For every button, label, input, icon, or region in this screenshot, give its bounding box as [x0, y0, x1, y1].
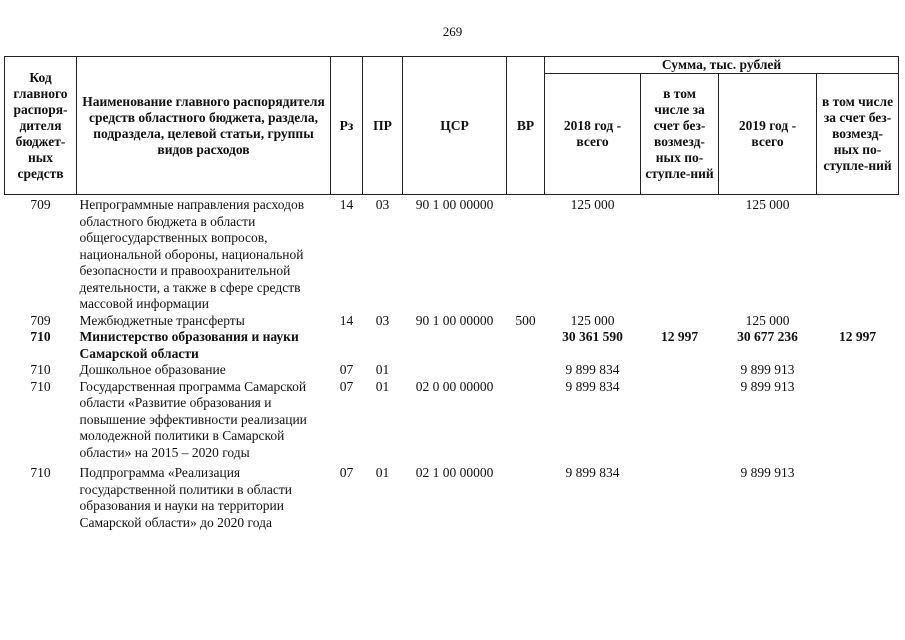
budget-table [4, 56, 899, 531]
cell-2018-total: 9 899 834 [565, 362, 620, 377]
cell-vr [507, 329, 545, 362]
table-row [5, 379, 899, 462]
header-2018-free: в том числе за счет без-возмезд-ных по-ступле-ний [641, 74, 719, 195]
cell-code: 710 [30, 362, 51, 377]
cell-pr [363, 329, 403, 362]
cell-2019-total: 9 899 913 [740, 362, 795, 377]
cell-2018-total: 125 000 [570, 197, 615, 212]
cell-2019-total: 125 000 [745, 197, 790, 212]
cell-code: 709 [30, 197, 51, 212]
cell-2019-total: 9 899 913 [740, 378, 795, 394]
header-csr: ЦСР [403, 57, 507, 195]
cell-vr [507, 461, 545, 531]
cell-code: 710 [30, 329, 51, 344]
cell-rz [331, 329, 363, 362]
cell-name: Государственная программа Самарской области «Развитие образования и повышение эффективности реализации молодежной политики в Самарской области» на 2015 – 2020 годы [79, 378, 307, 460]
cell-2018-total: 30 361 590 [562, 329, 623, 344]
cell-name: Межбюджетные трансферты [79, 312, 245, 328]
page-number: 269 [442, 24, 463, 39]
cell-2019-total: 125 000 [745, 312, 790, 328]
cell-pr: 03 [375, 197, 390, 212]
header-2019-total: 2019 год - всего [719, 74, 817, 195]
cell-name: Дошкольное образование [79, 362, 226, 377]
cell-vr [507, 362, 545, 379]
cell-code: 710 [30, 378, 51, 394]
table-row [5, 362, 899, 379]
cell-rz: 07 [339, 362, 354, 377]
cell-code: 710 [30, 465, 51, 480]
cell-2019-total: 9 899 913 [740, 465, 795, 480]
cell-2018-free: 12 997 [660, 329, 699, 344]
table-row [5, 329, 899, 362]
cell-2019-free [817, 313, 899, 330]
cell-2018-total: 9 899 834 [565, 465, 620, 480]
cell-vr [507, 379, 545, 462]
cell-2019-free [817, 461, 899, 531]
cell-rz: 14 [339, 312, 354, 328]
header-name: Наименование главного распорядителя средств областного бюджета, раздела, подраздела, целевой статьи, группы видов расходов [77, 57, 331, 195]
cell-2018-free [641, 379, 719, 462]
cell-name: Непрограммные направления расходов областного бюджета в области общегосударственных вопросов, национальной обороны, национальной безопасности и правоохранительной деятельности, а также в сфере средств массовой информации [79, 197, 305, 311]
cell-csr: 90 1 00 00000 [415, 197, 494, 212]
cell-rz: 07 [339, 378, 354, 394]
cell-2018-free [641, 461, 719, 531]
cell-2018-free [641, 313, 719, 330]
cell-2019-total: 30 677 236 [737, 329, 798, 344]
cell-csr: 02 0 00 00000 [415, 378, 494, 394]
header-sum: Сумма, тыс. рублей [545, 57, 899, 74]
header-pr: ПР [363, 57, 403, 195]
cell-vr [507, 195, 545, 313]
cell-name: Подпрограмма «Реализация государственной политики в области образования и науки на территории Самарской области» до 2020 года [79, 465, 293, 530]
table-row [5, 195, 899, 313]
cell-2019-free [817, 195, 899, 313]
header-rz: Рз [331, 57, 363, 195]
header-code: Код главного распоря-дителя бюджет-ных средств [5, 57, 77, 195]
cell-pr: 01 [375, 465, 390, 480]
cell-code: 709 [30, 312, 51, 328]
cell-rz: 14 [339, 197, 354, 212]
header-2019-free: в том числе за счет без-возмезд-ных по-ступле-ний [817, 74, 899, 195]
cell-2019-free [817, 379, 899, 462]
header-2018-total: 2018 год - всего [545, 74, 641, 195]
cell-2018-free [641, 362, 719, 379]
cell-name: Министерство образования и науки Самарской области [79, 329, 299, 361]
cell-csr [403, 329, 507, 362]
cell-2018-total: 125 000 [570, 312, 615, 328]
cell-csr [403, 362, 507, 379]
cell-2019-free: 12 997 [838, 329, 877, 344]
cell-2018-total: 9 899 834 [565, 378, 620, 394]
table-row [5, 461, 899, 531]
cell-2018-free [641, 195, 719, 313]
cell-rz: 07 [339, 465, 354, 480]
cell-vr: 500 [515, 312, 536, 328]
cell-csr: 02 1 00 00000 [415, 465, 494, 480]
cell-csr: 90 1 00 00000 [415, 312, 494, 328]
cell-pr: 03 [375, 312, 390, 328]
table-row [5, 313, 899, 330]
cell-pr: 01 [375, 378, 390, 394]
header-vr: ВР [507, 57, 545, 195]
cell-2019-free [817, 362, 899, 379]
cell-pr: 01 [375, 362, 390, 377]
